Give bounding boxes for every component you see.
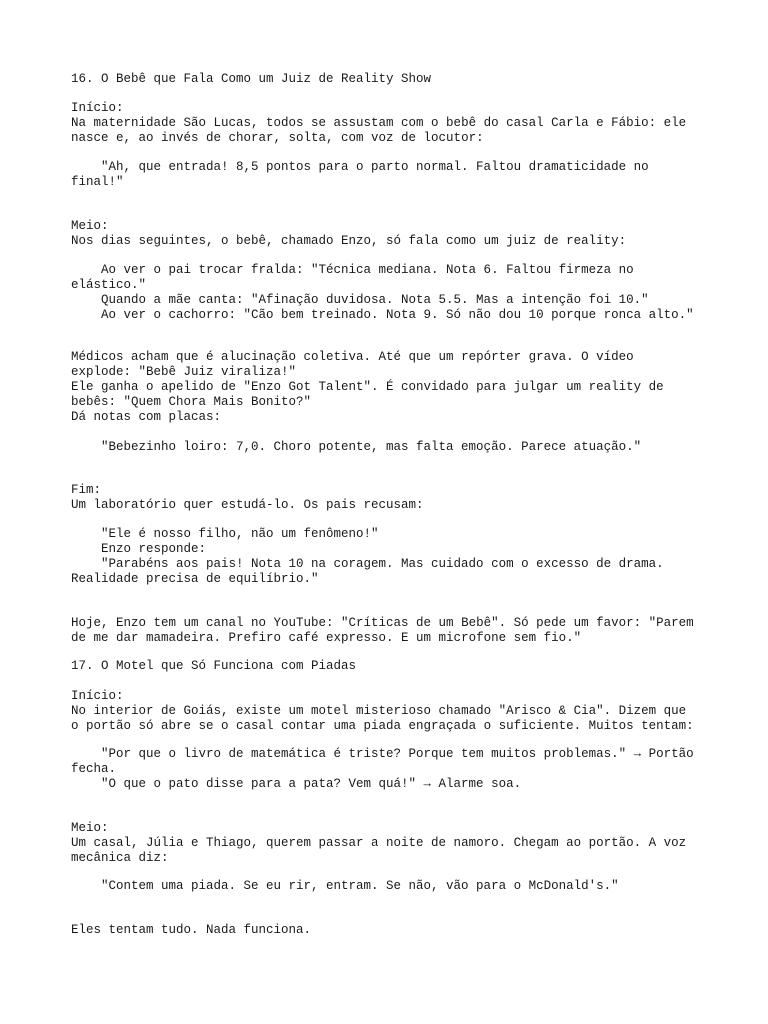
section-label: Início: xyxy=(71,689,124,703)
quote-line: "Contem uma piada. Se eu rir, entram. Se não, vão para o McDonald's." xyxy=(101,879,619,893)
quote-line: fecha. xyxy=(71,762,117,776)
story-17-title: 17. O Motel que Só Funciona com Piadas xyxy=(71,659,357,673)
section-label: Meio: xyxy=(71,821,109,835)
paragraph-line: Na maternidade São Lucas, todos se assustam com o bebê do casal Carla e Fábio: ele xyxy=(71,116,687,130)
paragraph-line: Hoje, Enzo tem um canal no YouTube: "Críticas de um Bebê". Só pede um favor: "Parem xyxy=(71,616,694,630)
section-label: Meio: xyxy=(71,219,109,233)
paragraph-line: Dá notas com placas: xyxy=(71,410,222,424)
paragraph-line: Nos dias seguintes, o bebê, chamado Enzo, só fala como um juiz de reality: xyxy=(71,234,627,248)
quote-line: "Parabéns aos pais! Nota 10 na coragem. Mas cuidado com o excesso de drama. xyxy=(101,557,664,571)
section-label: Início: xyxy=(71,101,124,115)
paragraph-line: de me dar mamadeira. Prefiro café expresso. E um microfone sem fio." xyxy=(71,631,582,645)
quote-line: "Por que o livro de matemática é triste? Porque tem muitos problemas." → Portão xyxy=(101,747,694,761)
paragraph-line: explode: "Bebê Juiz viraliza!" xyxy=(71,365,297,379)
quote-line: "Ele é nosso filho, não um fenômeno!" xyxy=(101,527,379,541)
quote-line: final!" xyxy=(71,175,124,189)
quote-line: Enzo responde: xyxy=(101,542,207,556)
paragraph-line: bebês: "Quem Chora Mais Bonito?" xyxy=(71,395,312,409)
paragraph-line: Eles tentam tudo. Nada funciona. xyxy=(71,923,312,937)
paragraph-line: Ele ganha o apelido de "Enzo Got Talent". É convidado para julgar um reality de xyxy=(71,380,664,394)
paragraph-line: nasce e, ao invés de chorar, solta, com voz de locutor: xyxy=(71,131,484,145)
paragraph-line: Médicos acham que é alucinação coletiva. Até que um repórter grava. O vídeo xyxy=(71,350,634,364)
quote-line: Realidade precisa de equilíbrio." xyxy=(71,572,319,586)
paragraph-line: Um casal, Júlia e Thiago, querem passar a noite de namoro. Chegam ao portão. A voz xyxy=(71,836,687,850)
quote-line: elástico." xyxy=(71,278,147,292)
quote-line: Quando a mãe canta: "Afinação duvidosa. Nota 5.5. Mas a intenção foi 10." xyxy=(101,293,649,307)
quote-line: "Bebezinho loiro: 7,0. Choro potente, mas falta emoção. Parece atuação." xyxy=(101,440,642,454)
paragraph-line: No interior de Goiás, existe um motel misterioso chamado "Arisco & Cia". Dizem que xyxy=(71,704,687,718)
paragraph-line: mecânica diz: xyxy=(71,851,169,865)
quote-line: Ao ver o pai trocar fralda: "Técnica mediana. Nota 6. Faltou firmeza no xyxy=(101,263,634,277)
section-label: Fim: xyxy=(71,483,102,497)
story-16-title: 16. O Bebê que Fala Como um Juiz de Reality Show xyxy=(71,72,432,86)
quote-line: Ao ver o cachorro: "Cão bem treinado. Nota 9. Só não dou 10 porque ronca alto." xyxy=(101,308,694,322)
quote-line: "Ah, que entrada! 8,5 pontos para o parto normal. Faltou dramaticidade no xyxy=(101,160,649,174)
paragraph-line: Um laboratório quer estudá-lo. Os pais recusam: xyxy=(71,498,424,512)
paragraph-line: o portão só abre se o casal contar uma piada engraçada o suficiente. Muitos tentam: xyxy=(71,719,694,733)
quote-line: "O que o pato disse para a pata? Vem quá!" → Alarme soa. xyxy=(101,777,522,791)
